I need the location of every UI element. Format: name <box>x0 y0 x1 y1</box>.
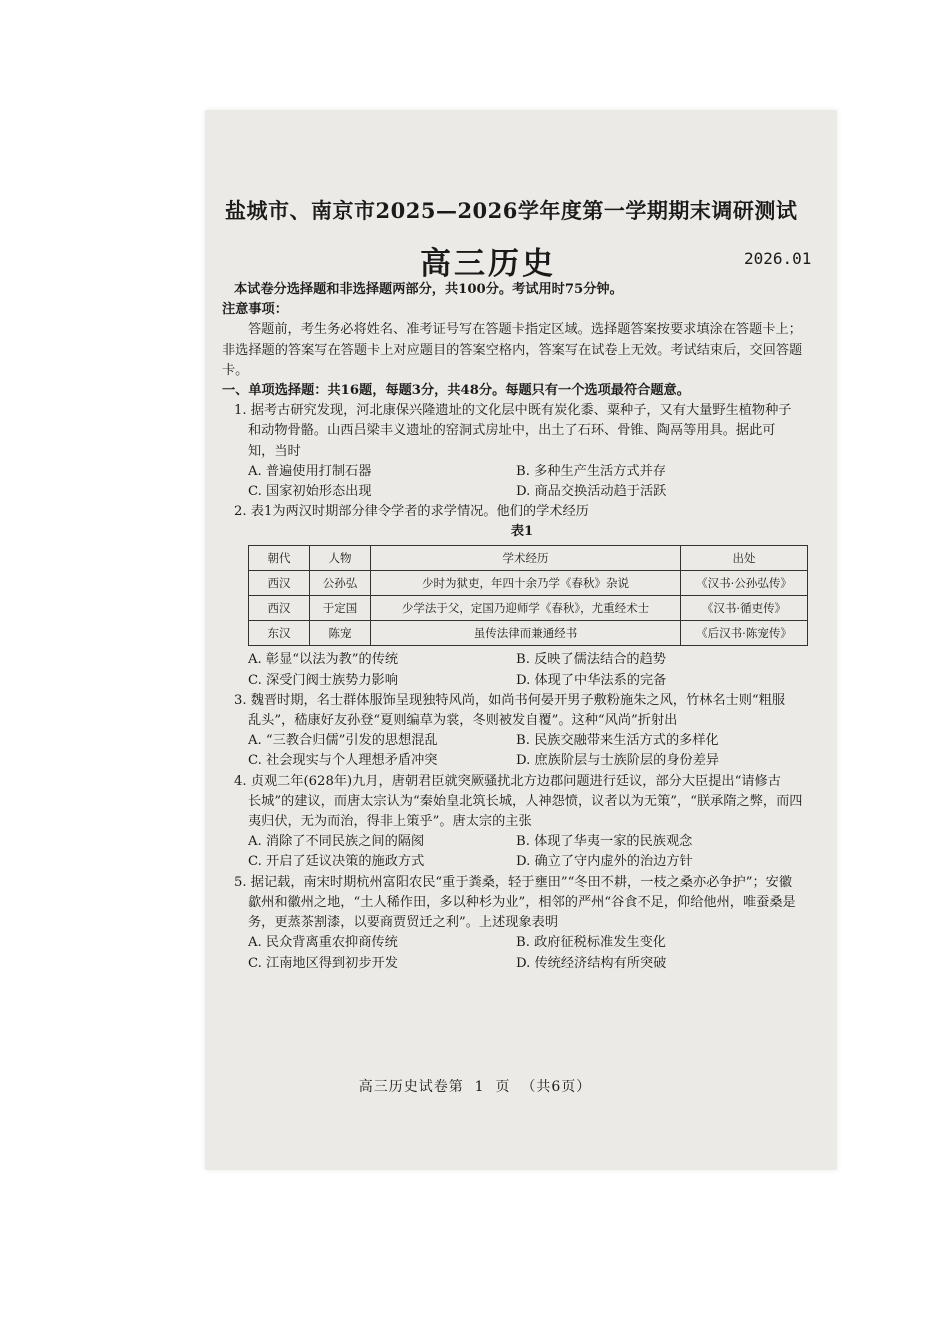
question-stem: 1. 据考古研究发现，河北康保兴隆遗址的文化层中既有炭化黍、粟种子，又有大量野生植物种子 <box>234 403 792 419</box>
table-cell: 东汉 <box>249 621 310 646</box>
option-c: C. 江南地区得到初步开发 <box>248 955 398 971</box>
table-cell: 少时为狱吏，年四十余乃学《春秋》杂说 <box>371 570 681 595</box>
option-c: C. 开启了廷议决策的施政方式 <box>248 854 425 870</box>
option-b: B. 体现了华夷一家的民族观念 <box>516 834 693 850</box>
option-b: B. 政府征税标准发生变化 <box>516 935 666 951</box>
question-1 <box>222 401 810 502</box>
table-cell: 西汉 <box>249 596 310 621</box>
option-b: B. 多种生产生活方式并存 <box>516 463 666 479</box>
option-a: A. 普遍使用打制石器 <box>248 463 372 479</box>
table-row <box>249 621 808 646</box>
table-header: 朝代 <box>249 545 310 570</box>
question-stem-cont: 歙州和徽州之地，“土人稀作田，多以种杉为业”，相邻的严州“谷食不足，仰给他州，唯蚕桑是 <box>248 894 796 910</box>
option-a: A. 消除了不同民族之间的隔阂 <box>248 834 425 850</box>
option-a: A. 彰显“以法为教”的传统 <box>248 652 399 668</box>
table-cell: 虽传法律而兼通经书 <box>371 621 681 646</box>
exam-date: 2026.01 <box>744 249 812 268</box>
exam-title: 盐城市、南京市2025—2026学年度第一学期期末调研测试 <box>225 198 798 223</box>
question-2 <box>222 502 810 691</box>
question-stem-cont: 长城”的建议，而唐太宗认为“秦始皇北筑长城，人神怨愤，议者以为无策”，“朕承隋之弊，而四 <box>248 793 803 809</box>
table-cell: 少学法于父，定国乃迎师学《春秋》，尤重经术士 <box>371 596 681 621</box>
option-d: D. 传统经济结构有所突破 <box>516 955 667 971</box>
page-footer: 高三历史试卷第 1 页 （共6页） <box>358 1079 592 1095</box>
question-stem: 5. 据记载，南宋时期杭州富阳农民“重于粪桑，轻于壅田”“冬田不耕，一枝之桑亦必争护”；安徽 <box>234 874 793 890</box>
question-stem-cont: 和动物骨骼。山西吕梁丰义遗址的窑洞式房址中，出土了石环、骨锥、陶鬲等用具。据此可 <box>248 423 776 439</box>
option-b: B. 民族交融带来生活方式的多样化 <box>516 733 719 749</box>
question-5 <box>222 873 810 974</box>
table-caption: 表1 <box>510 524 534 540</box>
exam-intro: 本试卷分选择题和非选择题两部分，共100分。考试用时75分钟。 <box>234 282 623 297</box>
option-c: C. 深受门阀士族势力影响 <box>248 672 398 688</box>
options <box>234 731 810 771</box>
notice-heading: 注意事项： <box>222 302 288 318</box>
question-stem-cont: 夷归伏，无为而治，得非上策乎”。唐太宗的主张 <box>248 814 532 830</box>
option-c: C. 国家初始形态出现 <box>248 484 372 500</box>
table-cell: 陈宠 <box>310 621 371 646</box>
table-row <box>249 570 808 595</box>
option-d: D. 商品交换活动趋于活跃 <box>516 484 667 500</box>
option-d: D. 庶族阶层与士族阶层的身份差异 <box>516 753 720 769</box>
option-c: C. 社会现实与个人理想矛盾冲突 <box>248 753 438 769</box>
table-cell: 《汉书·循吏传》 <box>681 596 808 621</box>
option-d: D. 确立了守内虚外的治边方针 <box>516 854 693 870</box>
table-header: 人物 <box>310 545 371 570</box>
question-4 <box>222 772 810 873</box>
notice-text: 答题前，考生务必将姓名、准考证号写在答题卡指定区域。选择题答案按要求填涂在答题卡上；非选择题的答案写在答题卡上对应题目的答案空格内，答案写在试卷上无效。考试结束后，交回答题卡。 <box>222 322 803 378</box>
scholar-table <box>248 545 808 647</box>
options <box>234 650 810 690</box>
table-cell: 《汉书·公孙弘传》 <box>681 570 808 595</box>
question-stem-cont: 知，当时 <box>248 443 301 459</box>
exam-subtitle: 高三历史 <box>420 246 556 282</box>
exam-content <box>222 280 810 974</box>
question-stem: 3. 魏晋时期，名士群体服饰呈现独特风尚，如尚书何晏开男子敷粉施朱之风，竹林名士则“粗服 <box>234 692 786 708</box>
section-heading: 一、单项选择题：共16题，每题3分，共48分。每题只有一个选项最符合题意。 <box>222 383 690 399</box>
table-cell: 公孙弘 <box>310 570 371 595</box>
options <box>234 832 810 872</box>
table-cell: 西汉 <box>249 570 310 595</box>
table-header: 学术经历 <box>371 545 681 570</box>
option-a: A. “三教合归儒”引发的思想混乱 <box>248 733 438 749</box>
question-stem-cont: 务，更蒸茶割漆，以要商贾贸迁之利”。上述现象表明 <box>248 915 559 931</box>
question-stem-cont: 乱头”，嵇康好友孙登“夏则编草为裳，冬则被发自覆”。这种“风尚”折射出 <box>248 713 678 729</box>
options <box>234 462 810 502</box>
option-a: A. 民众背离重农抑商传统 <box>248 935 398 951</box>
table-cell: 于定国 <box>310 596 371 621</box>
table-header: 出处 <box>681 545 808 570</box>
option-b: B. 反映了儒法结合的趋势 <box>516 652 666 668</box>
table-row <box>249 596 808 621</box>
question-stem: 4. 贞观二年(628年)九月，唐朝君臣就突厥骚扰北方边郡问题进行廷议，部分大臣提出“请修古 <box>234 773 781 789</box>
question-stem: 2. 表1为两汉时期部分律令学者的求学情况。他们的学术经历 <box>234 504 589 520</box>
option-d: D. 体现了中华法系的完备 <box>516 672 667 688</box>
table-cell: 《后汉书·陈宠传》 <box>681 621 808 646</box>
table-header-row <box>249 545 808 570</box>
options <box>234 933 810 973</box>
question-3 <box>222 691 810 772</box>
